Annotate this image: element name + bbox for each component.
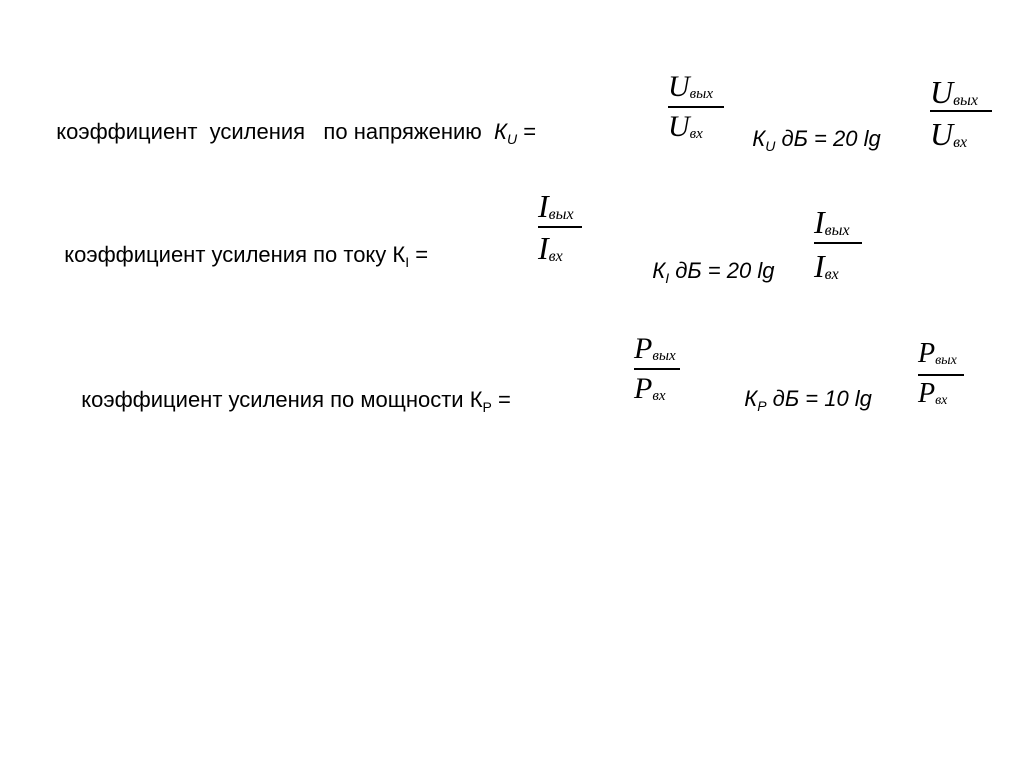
power-db-k: К	[744, 386, 758, 411]
voltage-fraction-numerator: Uвых	[668, 70, 713, 103]
current-gain-db-label	[640, 238, 775, 286]
power-db-fraction	[918, 340, 964, 418]
current-gain-k: К	[392, 242, 406, 267]
power-gain-k: К	[469, 387, 483, 412]
power-fraction-numerator: Pвых	[634, 332, 676, 365]
current-gain-k-subscript: I	[405, 254, 410, 270]
voltage-gain-fraction	[668, 72, 724, 152]
current-db-fraction	[814, 206, 862, 290]
current-gain-fraction	[538, 190, 582, 274]
current-fraction-numerator: Iвых	[538, 188, 574, 224]
current-db-k-subscript: I	[665, 270, 670, 286]
current-gain-text: коэффициент усиления по току	[64, 242, 393, 267]
power-gain-equals: =	[491, 387, 511, 412]
current-db-k: К	[652, 258, 666, 283]
voltage-gain-label	[44, 99, 537, 147]
current-gain-label	[52, 222, 429, 270]
fraction-bar	[634, 368, 680, 370]
voltage-gain-db-label	[740, 106, 881, 154]
voltage-gain-k: К	[494, 119, 507, 144]
fraction-bar	[668, 106, 724, 108]
power-db-numerator: Pвых	[918, 338, 957, 369]
fraction-bar	[918, 374, 964, 376]
voltage-db-fraction	[930, 76, 992, 160]
fraction-bar	[814, 242, 862, 244]
power-gain-k-subscript: P	[482, 399, 492, 415]
voltage-db-text: дБ = 20 lg	[775, 126, 881, 151]
power-gain-label	[69, 367, 511, 415]
current-db-text: дБ = 20 lg	[669, 258, 775, 283]
voltage-db-k: К	[752, 126, 766, 151]
power-db-k-subscript: P	[757, 398, 767, 414]
power-gain-fraction	[634, 334, 680, 414]
voltage-fraction-denominator: Uвх	[668, 110, 703, 143]
power-gain-text: коэффициент усиления по мощности	[81, 387, 470, 412]
power-gain-db-label	[732, 366, 872, 414]
current-fraction-denominator: Iвх	[538, 230, 563, 266]
voltage-gain-equals: =	[517, 119, 537, 144]
voltage-gain-text: коэффициент усиления по напряжению	[56, 119, 495, 144]
current-gain-equals: =	[409, 242, 429, 267]
power-db-denominator: Pвх	[918, 378, 948, 409]
voltage-gain-k-subscript: U	[506, 131, 518, 147]
voltage-db-numerator: Uвых	[930, 74, 978, 110]
power-fraction-denominator: Pвх	[634, 372, 666, 405]
fraction-bar	[538, 226, 582, 228]
voltage-db-k-subscript: U	[765, 138, 776, 154]
power-db-text: дБ = 10 lg	[766, 386, 872, 411]
voltage-db-denominator: Uвх	[930, 116, 968, 152]
current-db-numerator: Iвых	[814, 204, 850, 240]
current-db-denominator: Iвх	[814, 248, 839, 284]
fraction-bar	[930, 110, 992, 112]
